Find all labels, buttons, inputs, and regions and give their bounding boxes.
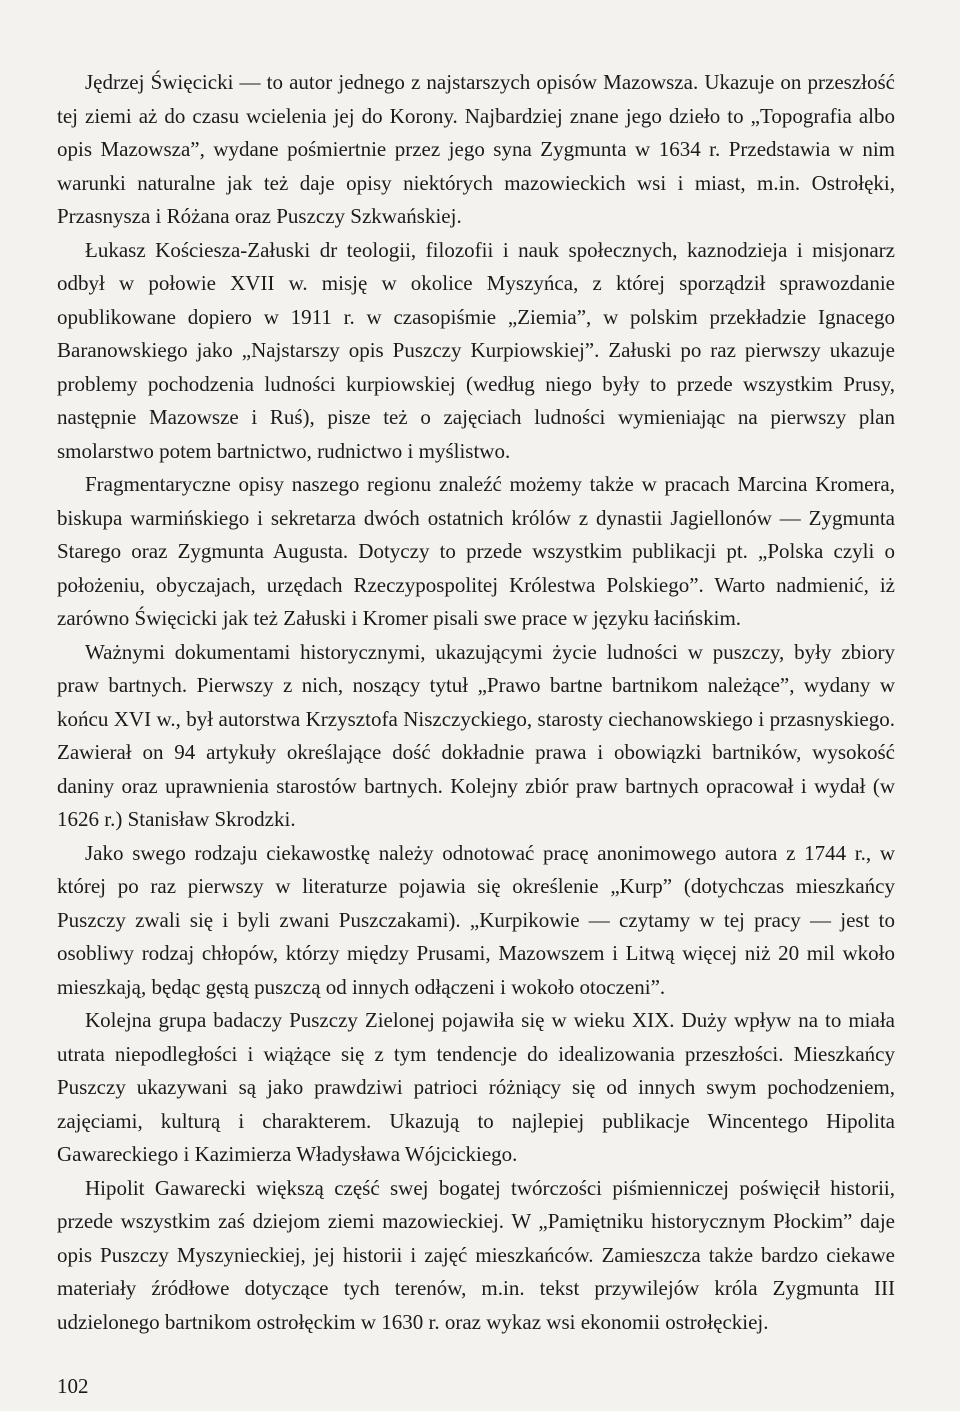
paragraph-ciekawostka: Jako swego rodzaju ciekawostkę należy odnotować pracę anonimowego autora z 1744 r., w której po raz pierwszy w literaturze pojawia się określenie „Kurp” (dotychczas mieszkańcy Puszczy zwali się i byli zwani Puszczakami). „Kurpikowie — czytamy w tej pracy — jest to osobliwy rodzaj chłopów, którzy między Prusami, Mazowszem i Litwą więcej niż 20 mil wkoło mieszkają, będąc gęstą puszczą od innych odłączeni i wokoło otoczeni”. (57, 840, 895, 999)
body-text (57, 66, 895, 1339)
paragraph-xix-wiek: Kolejna grupa badaczy Puszczy Zielonej pojawiła się w wieku XIX. Duży wpływ na to miała utrata niepodległości i wiążące się z tym tendencje do idealizowania przeszłości. Mieszkańcy Puszczy ukazywani są jako prawdziwi patrioci różniący się od innych swym pochodzeniem, zajęciami, kulturą i charakterem. Ukazują to najlepiej publikacje Wincentego Hipolita Gawareckiego i Kazimierza Władysława Wójcickiego. (57, 1008, 895, 1166)
paragraph-prawa-bartne: Ważnymi dokumentami historycznymi, ukazującymi życie ludności w puszczy, były zbiory praw bartnych. Pierwszy z nich, noszący tytuł „Prawo bartne bartnikom należące”, wydany w końcu XVI w., był autorstwa Krzysztofa Niszczyckiego, starosty ciechanowskiego i przasnyskiego. Zawierał on 94 artykuły określające dość dokładnie prawa i obowiązki bartników, wysokość daniny oraz uprawnienia starostów bartnych. Kolejny zbiór praw bartnych opracował i wydał (w 1626 r.) Stanisław Skrodzki. (57, 639, 895, 831)
paragraph-gawarecki: Hipolit Gawarecki większą część swej bogatej twórczości piśmienniczej poświęcił historii, przede wszystkim zaś dziejom ziemi mazowieckiej. W „Pamiętniku historycznym Płockim” daje opis Puszczy Myszynieckiej, jej historii i zajęć mieszkańców. Zamieszcza także bardzo ciekawe materiały źródłowe dotyczące tych terenów, m.in. tekst przywilejów króla Zygmunta III udzielonego bartnikom ostrołęckim w 1630 r. oraz wykaz wsi ekonomii ostrołęckiej. (57, 1175, 895, 1334)
paragraph-swiecicki: Jędrzej Święcicki — to autor jednego z najstarszych opisów Mazowsza. Ukazuje on przeszłość tej ziemi aż do czasu wcielenia jej do Korony. Najbardziej znane jego dzieło to „Topografia albo opis Mazowsza”, wydane pośmiertnie przez jego syna Zygmunta w 1634 r. Przedstawia w nim warunki naturalne jak też daje opisy niektórych mazowieckich wsi i miast, m.in. Ostrołęki, Przasnysza i Różana oraz Puszczy Szkwańskiej. (57, 70, 895, 228)
paragraph-kromer: Fragmentaryczne opisy naszego regionu znaleźć możemy także w pracach Marcina Kromera, biskupa warmińskiego i sekretarza dwóch ostatnich królów z dynastii Jagiellonów — Zygmunta Starego oraz Zygmunta Augusta. Dotyczy to przede wszystkim publikacji pt. „Polska czyli o położeniu, obyczajach, urzędach Rzeczypospolitej Królestwa Polskiego”. Warto nadmienić, iż zarówno Święcicki jak też Załuski i Kromer pisali swe prace w języku łacińskim. (57, 472, 895, 630)
paragraph-zaluski: Łukasz Kościesza-Załuski dr teologii, filozofii i nauk społecznych, kaznodzieja i misjonarz odbył w połowie XVII w. misję w okolice Myszyńca, z której sporządził sprawozdanie opublikowane dopiero w 1911 r. w czasopiśmie „Ziemia”, w polskim przekładzie Ignacego Baranowskiego jako „Najstarszy opis Puszczy Kurpiowskiej”. Załuski po raz pierwszy ukazuje problemy pochodzenia ludności kurpiowskiej (według niego były to przede wszystkim Prusy, następnie Mazowsze i Ruś), pisze też o zajęciach ludności wymieniając na pierwszy plan smolarstwo potem bartnictwo, rudnictwo i myślistwo. (57, 237, 895, 463)
page-number: 102 (57, 1374, 89, 1398)
